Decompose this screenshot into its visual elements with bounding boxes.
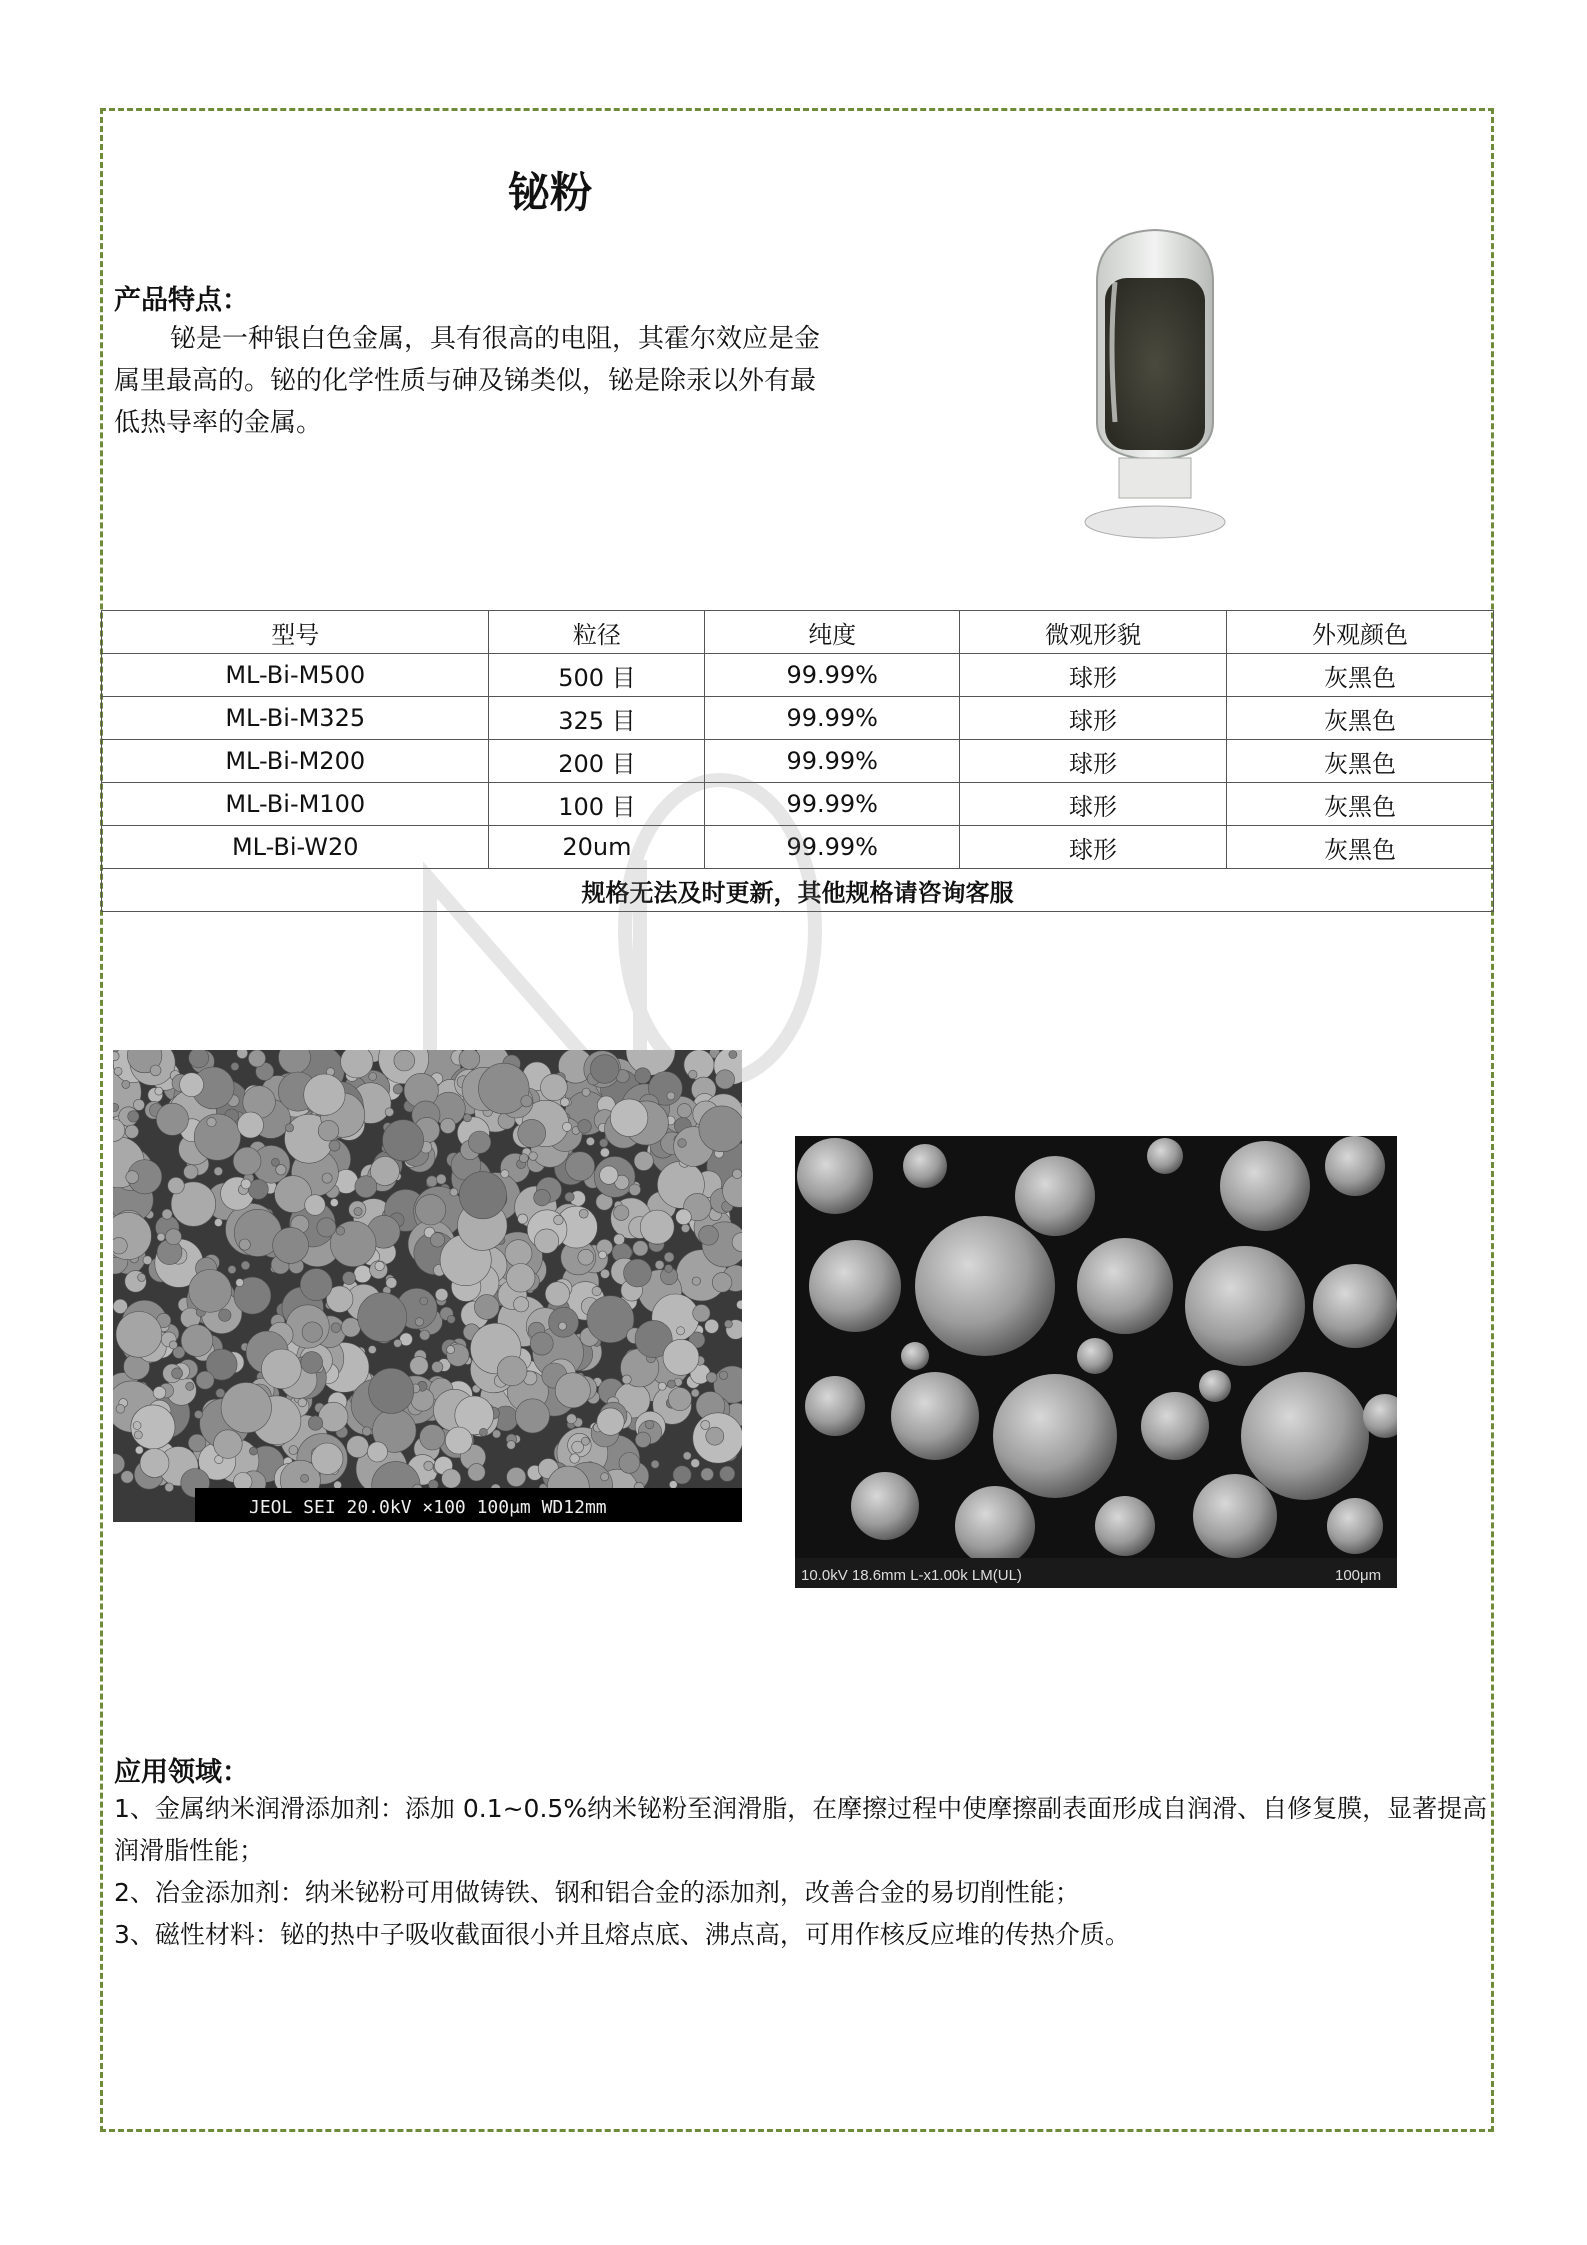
cell-size: 100 目 [489,783,705,826]
table-note: 规格无法及时更新，其他规格请咨询客服 [102,869,1494,912]
cell-size: 500 目 [489,654,705,697]
table-row [102,697,1494,740]
cell-morphology: 球形 [960,826,1227,869]
cell-model: ML-Bi-M325 [102,697,489,740]
cell-model: ML-Bi-M200 [102,740,489,783]
features-paragraph [114,318,834,444]
features-text: 铋是一种银白色金属，具有很高的电阻，其霍尔效应是金属里最高的。铋的化学性质与砷及锑类似，铋是除汞以外有最低热导率的金属。 [114,324,821,438]
cell-color: 灰黑色 [1227,826,1494,869]
header-size: 粒径 [489,611,705,654]
header-morphology: 微观形貌 [960,611,1227,654]
header-color: 外观颜色 [1227,611,1494,654]
cell-model: ML-Bi-M500 [102,654,489,697]
cell-color: 灰黑色 [1227,783,1494,826]
cell-model: ML-Bi-W20 [102,826,489,869]
applications-heading: 应用领域： [114,1757,249,1788]
cell-purity: 99.99% [705,826,960,869]
cell-color: 灰黑色 [1227,654,1494,697]
sem2-caption-left: 10.0kV 18.6mm L-x1.00k LM(UL) [801,1567,1022,1584]
cell-size: 325 目 [489,697,705,740]
sem-image-1000x [795,1136,1397,1588]
page-title: 铋粉 [508,168,593,217]
sem1-caption: JEOL SEI 20.0kV ×100 100μm WD12mm [249,1497,607,1518]
cell-morphology: 球形 [960,783,1227,826]
sem2-caption-right: 100μm [1335,1567,1382,1584]
applications-list [114,1788,1494,1956]
cell-purity: 99.99% [705,654,960,697]
cell-size: 20um [489,826,705,869]
cell-morphology: 球形 [960,697,1227,740]
cell-purity: 99.99% [705,697,960,740]
list-item: 3、磁性材料：铋的热中子吸收截面很小并且熔点底、沸点高，可用作核反应堆的传热介质。 [114,1920,1130,1949]
header-model: 型号 [102,611,489,654]
features-heading: 产品特点： [114,285,249,316]
sem-image-100x [113,1050,742,1522]
cell-model: ML-Bi-M100 [102,783,489,826]
cell-purity: 99.99% [705,783,960,826]
header-purity: 纯度 [705,611,960,654]
list-item: 2、冶金添加剂：纳米铋粉可用做铸铁、钢和铝合金的添加剂，改善合金的易切削性能； [114,1878,1080,1907]
table-header-row [102,611,1494,654]
cell-color: 灰黑色 [1227,697,1494,740]
cell-color: 灰黑色 [1227,740,1494,783]
cell-size: 200 目 [489,740,705,783]
cell-morphology: 球形 [960,740,1227,783]
product-vial-photo [1075,222,1235,542]
cell-purity: 99.99% [705,740,960,783]
cell-morphology: 球形 [960,654,1227,697]
table-row [102,654,1494,697]
list-item: 1、金属纳米润滑添加剂：添加 0.1~0.5%纳米铋粉至润滑脂，在摩擦过程中使摩擦副表面形成自润滑、自修复膜，显著提高润滑脂性能； [114,1794,1488,1865]
